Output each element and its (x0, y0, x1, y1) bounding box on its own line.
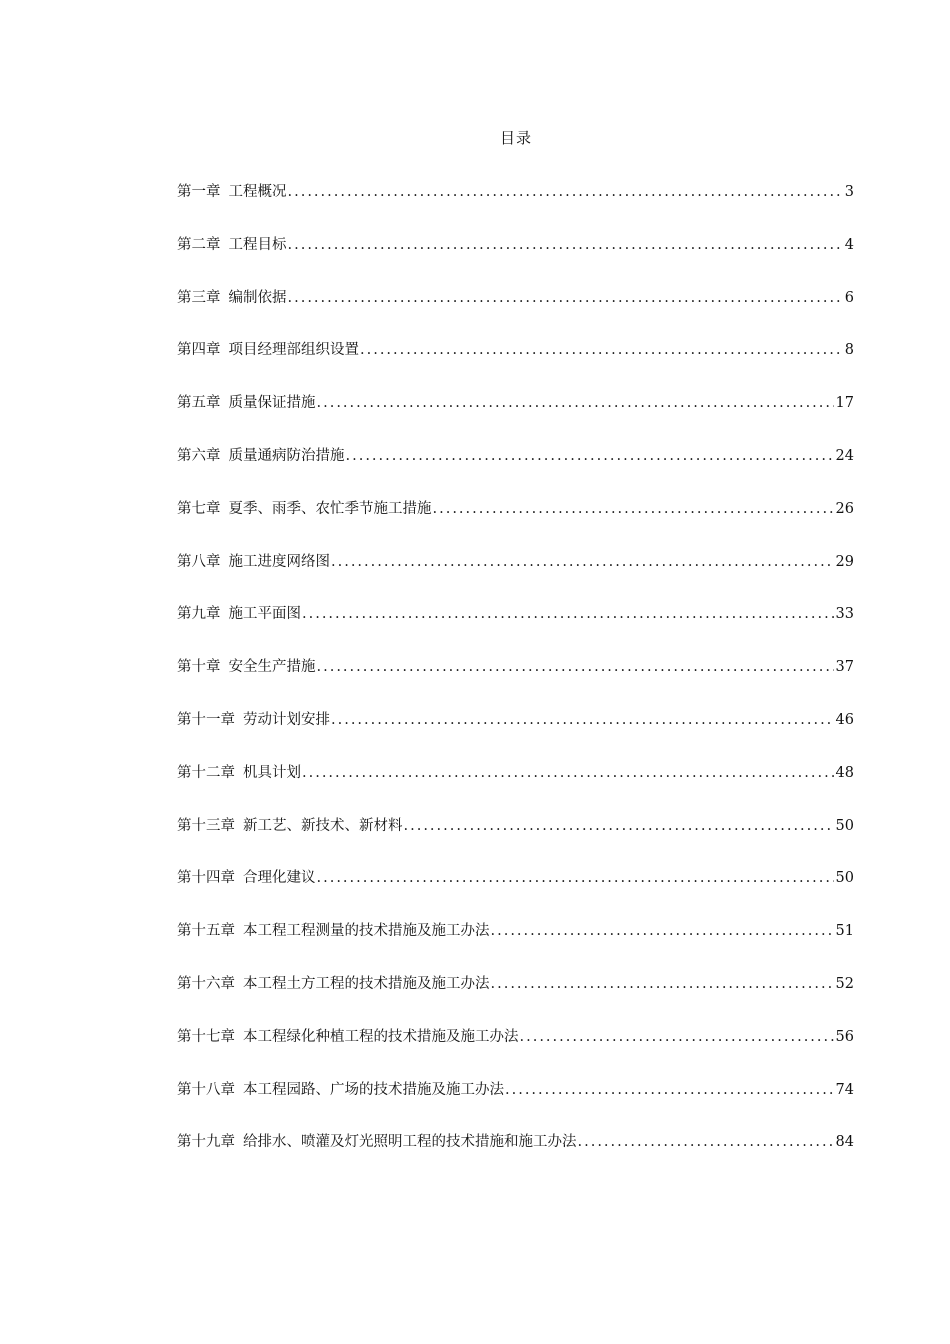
toc-leader-dots (520, 1029, 834, 1045)
toc-page-number: 24 (835, 447, 854, 464)
toc-leader-dots (346, 448, 834, 464)
toc-page-number: 33 (835, 606, 854, 623)
toc-page-number: 26 (835, 500, 854, 517)
toc-leader-dots (288, 184, 843, 200)
toc-chapter-title: 本工程绿化种植工程的技术措施及施工办法 (243, 1028, 519, 1045)
toc-chapter-title: 工程概况 (228, 184, 287, 200)
toc-entry[interactable] (177, 814, 854, 867)
toc-entry[interactable] (177, 497, 854, 550)
toc-entry[interactable] (177, 761, 854, 814)
toc-chapter-number: 第十九章 (177, 1134, 235, 1151)
toc-title: 目录 (499, 129, 532, 147)
toc-chapter-title: 质量保证措施 (228, 395, 316, 412)
toc-chapter-number: 第六章 (177, 447, 221, 464)
toc-entry[interactable] (177, 1025, 854, 1078)
toc-leader-dots (331, 554, 834, 570)
toc-chapter-number: 第十二章 (177, 764, 235, 781)
toc-leader-dots (288, 290, 843, 306)
toc-entry[interactable] (177, 972, 854, 1025)
toc-page-number: 56 (835, 1028, 854, 1045)
toc-list (177, 180, 854, 1183)
toc-entry[interactable] (177, 866, 854, 919)
toc-entry[interactable] (177, 1078, 854, 1131)
toc-leader-dots (491, 923, 834, 939)
toc-chapter-title: 质量通病防治措施 (228, 447, 345, 464)
toc-entry[interactable] (177, 286, 854, 339)
toc-chapter-number: 第四章 (177, 342, 221, 359)
toc-entry[interactable] (177, 1130, 854, 1183)
toc-chapter-title: 给排水、喷灌及灯光照明工程的技术措施和施工办法 (243, 1134, 577, 1151)
toc-chapter-title: 劳动计划安排 (243, 711, 330, 728)
toc-chapter-title: 本工程工程测量的技术措施及施工办法 (243, 923, 490, 940)
toc-chapter-number: 第二章 (177, 236, 221, 253)
toc-chapter-number: 第十八章 (177, 1081, 235, 1098)
toc-leader-dots (288, 237, 843, 253)
toc-leader-dots (360, 342, 843, 358)
toc-leader-dots (491, 976, 834, 992)
toc-chapter-title: 合理化建议 (243, 870, 316, 887)
toc-chapter-number: 第十五章 (177, 923, 235, 940)
toc-page-number: 8 (844, 342, 854, 359)
toc-chapter-number: 第八章 (177, 553, 221, 570)
toc-chapter-number: 第十六章 (177, 975, 235, 992)
toc-page-number: 50 (835, 870, 854, 887)
toc-chapter-number: 第十一章 (177, 711, 235, 728)
toc-chapter-title: 安全生产措施 (228, 659, 316, 676)
toc-page-number: 51 (835, 923, 854, 940)
toc-page-number: 52 (835, 975, 854, 992)
toc-page-number: 4 (844, 236, 854, 253)
toc-page-number: 29 (835, 553, 854, 570)
toc-entry[interactable] (177, 602, 854, 655)
toc-leader-dots (578, 1134, 834, 1150)
toc-page-number: 84 (835, 1134, 854, 1151)
toc-entry[interactable] (177, 655, 854, 708)
toc-entry[interactable] (177, 708, 854, 761)
toc-chapter-number: 第七章 (177, 500, 221, 517)
toc-leader-dots (317, 870, 834, 886)
toc-chapter-number: 第三章 (177, 289, 221, 306)
toc-chapter-title: 施工平面图 (228, 606, 301, 623)
toc-page-number: 6 (844, 289, 854, 306)
toc-leader-dots (317, 659, 834, 675)
toc-chapter-title: 机具计划 (243, 764, 301, 781)
toc-chapter-title: 本工程土方工程的技术措施及施工办法 (243, 975, 490, 992)
toc-entry[interactable] (177, 919, 854, 972)
toc-entry[interactable] (177, 233, 854, 286)
toc-page-number: 17 (835, 395, 854, 412)
toc-page-number: 3 (844, 184, 854, 200)
toc-chapter-number: 第十三章 (177, 817, 235, 834)
toc-leader-dots (302, 606, 834, 622)
toc-leader-dots (505, 1082, 834, 1098)
toc-chapter-title: 编制依据 (228, 289, 287, 306)
toc-page-number: 48 (835, 764, 854, 781)
toc-leader-dots (433, 501, 834, 517)
toc-page-number: 37 (835, 659, 854, 676)
toc-leader-dots (404, 818, 834, 834)
toc-chapter-number: 第九章 (177, 606, 221, 623)
toc-chapter-number: 第十七章 (177, 1028, 235, 1045)
toc-entry[interactable] (177, 391, 854, 444)
toc-entry[interactable] (177, 180, 854, 233)
toc-page-number: 74 (835, 1081, 854, 1098)
toc-chapter-title: 夏季、雨季、农忙季节施工措施 (228, 500, 432, 517)
toc-chapter-number: 第五章 (177, 395, 221, 412)
toc-entry[interactable] (177, 444, 854, 497)
toc-chapter-title: 项目经理部组织设置 (228, 342, 359, 359)
toc-page-number: 50 (835, 817, 854, 834)
toc-page-number: 46 (835, 711, 854, 728)
toc-chapter-title: 本工程园路、广场的技术措施及施工办法 (243, 1081, 504, 1098)
toc-leader-dots (331, 712, 834, 728)
toc-chapter-number: 第十章 (177, 659, 221, 676)
toc-leader-dots (317, 395, 834, 411)
toc-chapter-title: 新工艺、新技术、新材料 (243, 817, 403, 834)
toc-chapter-title: 工程目标 (228, 236, 287, 253)
toc-chapter-number: 第十四章 (177, 870, 235, 887)
toc-leader-dots (302, 765, 834, 781)
toc-chapter-title: 施工进度网络图 (228, 553, 330, 570)
toc-entry[interactable] (177, 550, 854, 603)
toc-chapter-number: 第一章 (177, 184, 221, 200)
toc-entry[interactable] (177, 338, 854, 391)
